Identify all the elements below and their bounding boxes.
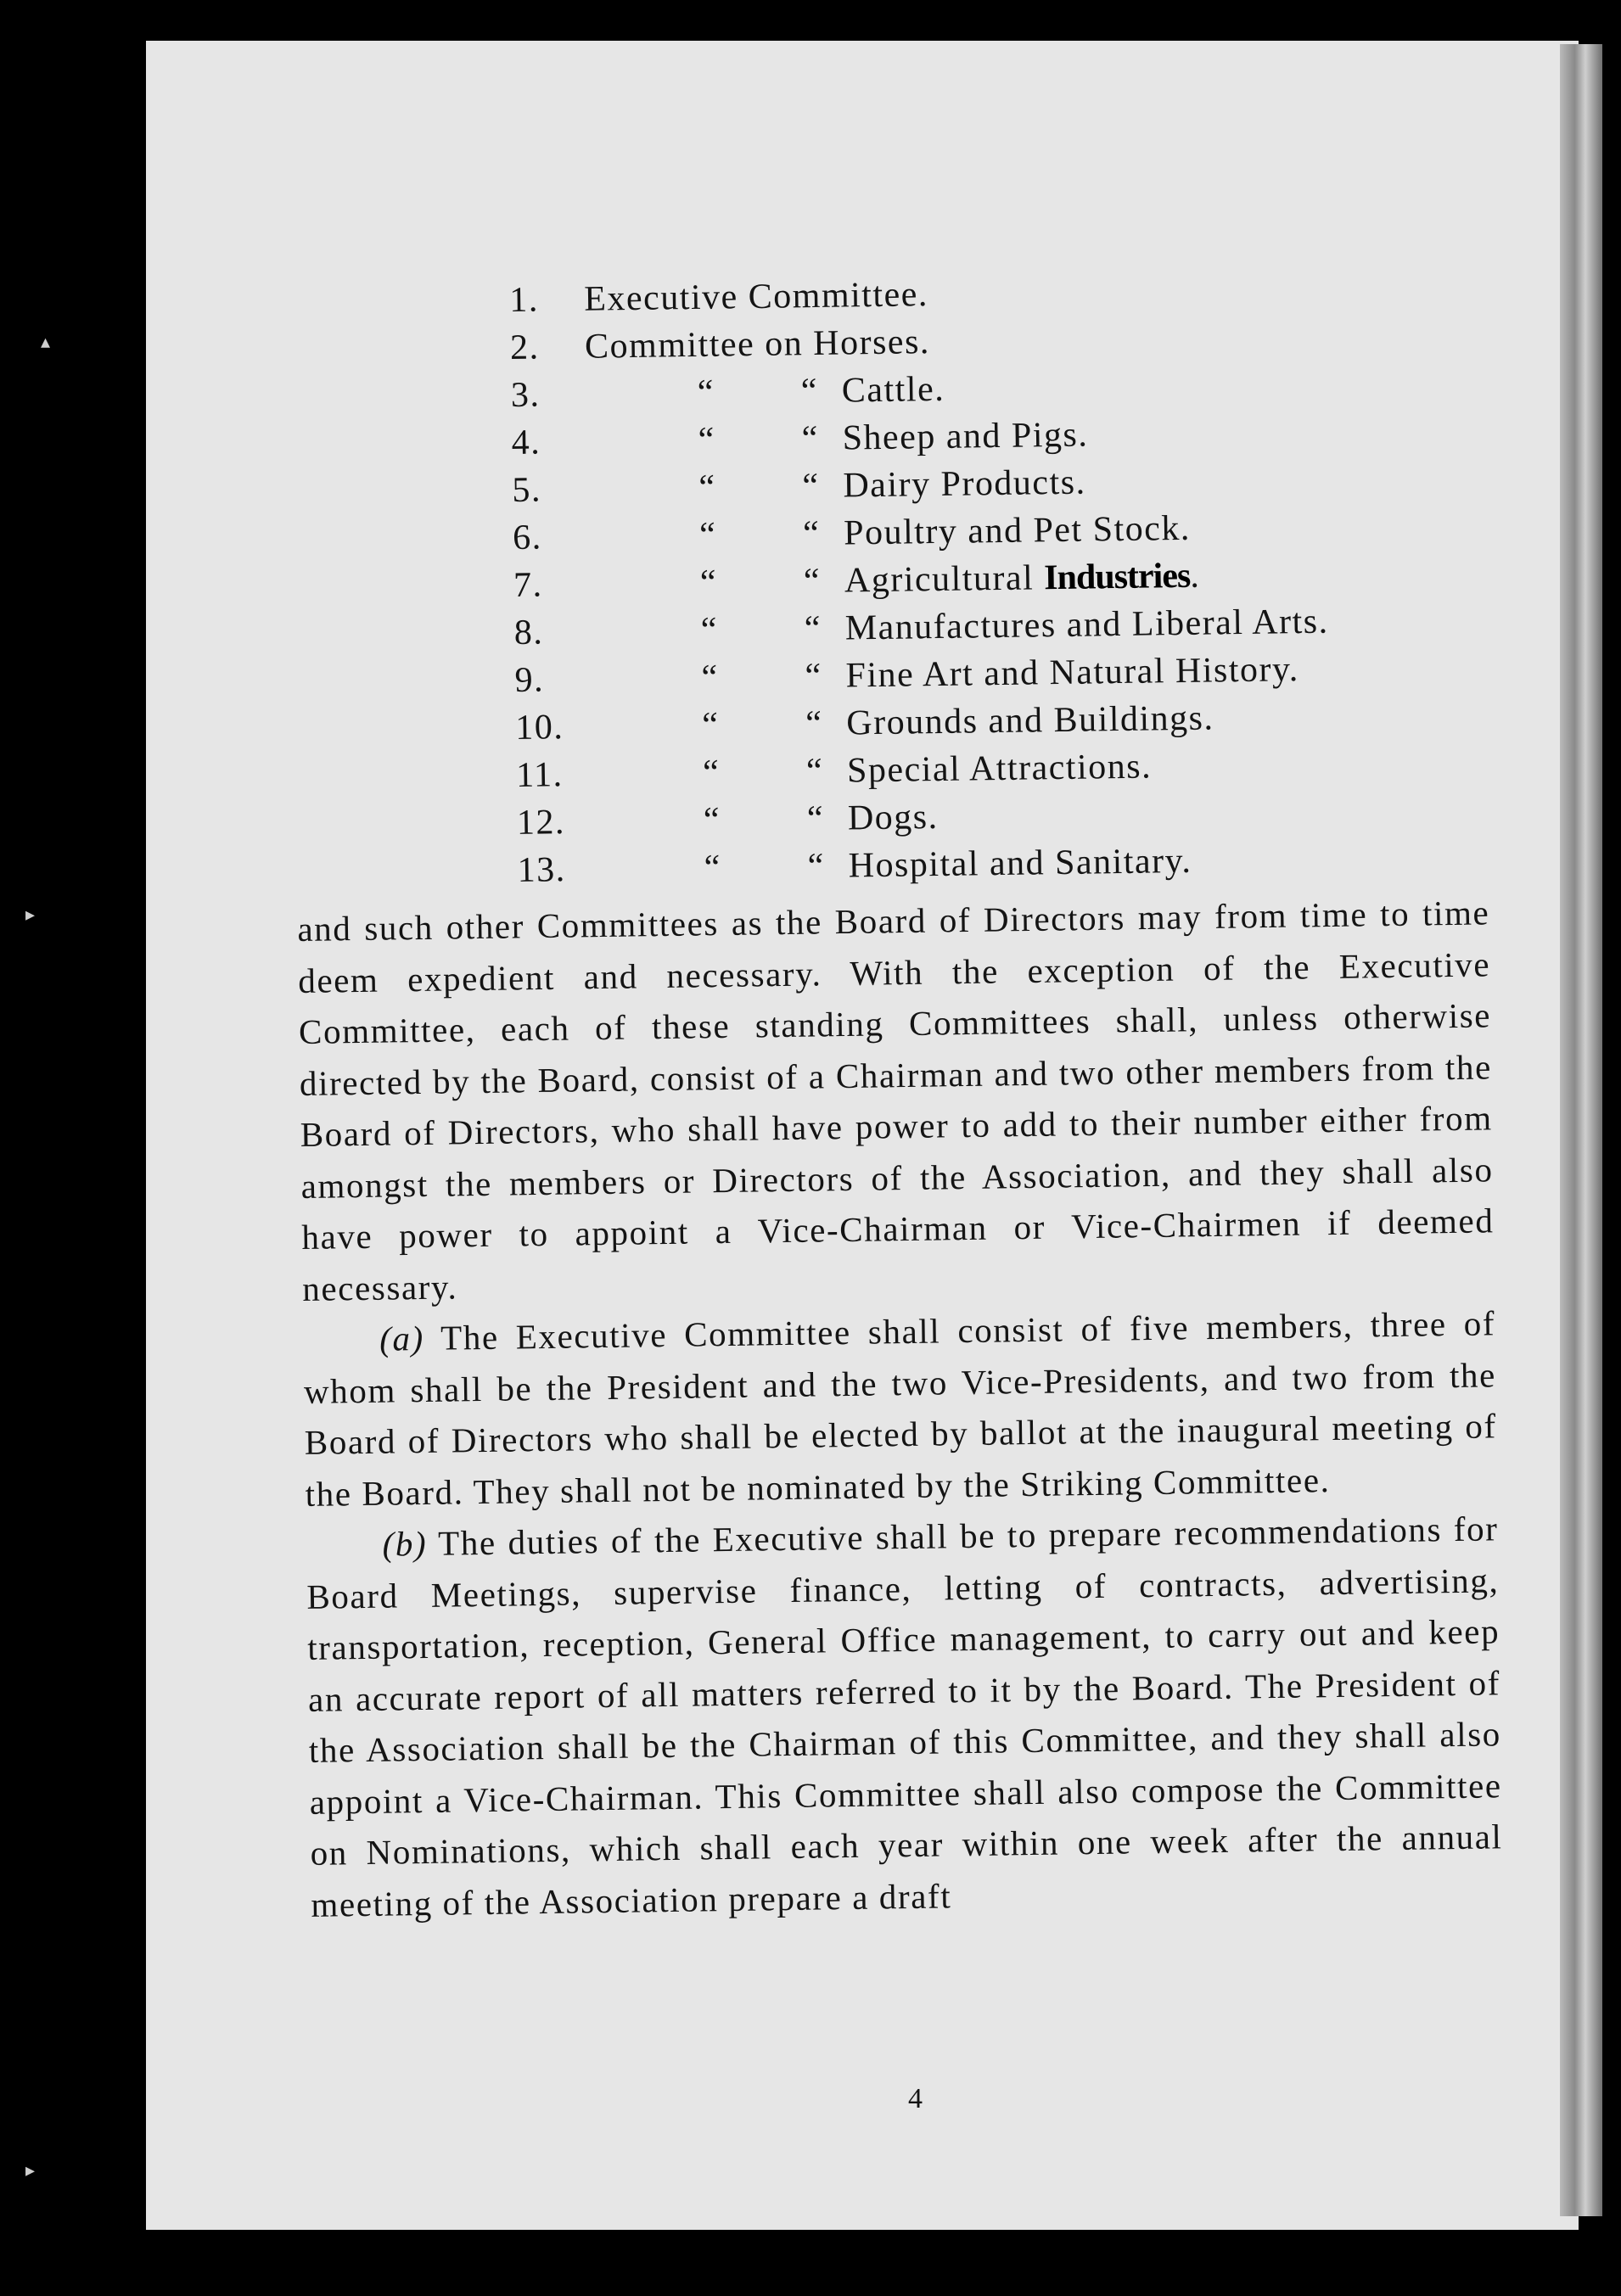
clause-label-b: (b) [382, 1523, 428, 1564]
committee-name-suffix: . [1189, 556, 1201, 596]
stamped-correction: Industries [1043, 556, 1191, 598]
committee-name [844, 556, 1201, 602]
committee-name: Special Attractions. [846, 747, 1153, 791]
ditto-mark: “ [800, 371, 819, 412]
ditto-mark: “ [804, 608, 822, 649]
ditto-mark: “ [697, 372, 715, 412]
ditto-mark: “ [805, 751, 824, 792]
ditto-mark: “ [802, 513, 821, 554]
scan-artifact: ▸ [25, 904, 36, 925]
page-number: 4 [908, 2083, 923, 2114]
committee-name: Manufactures and Liberal Arts. [844, 602, 1329, 648]
committee-number: 12. [516, 803, 566, 843]
ditto-mark: “ [802, 466, 820, 507]
clause-text-b: The duties of the Executive shall be to prepare recommendations for Board Meetings, supervise finance, letting of contracts, advertising, transportation, reception, General Office management, to carry out and keep an accurate report of all matters referred to it by the Board. The President of the Association shall be the Chairman of this Committee, and they shall also appoint a Vice-Chairman. This Committee shall also compose the Committee on Nominations, which shall each year within one week after the annual meeting of the Association prepare a draft [306, 1509, 1503, 1924]
scan-artifact: ▴ [41, 331, 51, 352]
ditto-mark: “ [699, 563, 718, 602]
committee-number: 3. [510, 375, 541, 415]
ditto-mark: “ [701, 658, 720, 697]
committee-number: 7. [513, 565, 543, 605]
clause-label-a: (a) [379, 1318, 425, 1358]
paragraph-a [303, 1297, 1498, 1520]
paragraph-b [306, 1503, 1504, 1930]
ditto-mark: “ [698, 420, 716, 460]
committee-name: Sheep and Pigs. [842, 415, 1089, 458]
committee-name: Poultry and Pet Stock. [843, 508, 1192, 553]
committee-name-prefix: Agricultural [844, 558, 1045, 601]
body-text [297, 887, 1504, 1929]
committee-name: Committee on Horses. [584, 322, 931, 367]
ditto-mark: “ [805, 656, 823, 697]
committee-number: 10. [515, 708, 564, 748]
ditto-mark: “ [807, 846, 826, 887]
committee-name: Hospital and Sanitary. [848, 841, 1192, 886]
committee-name: Fine Art and Natural History. [845, 650, 1300, 696]
ditto-mark: “ [698, 468, 716, 507]
committee-number: 4. [511, 423, 541, 462]
ditto-mark: “ [801, 418, 820, 459]
ditto-mark: “ [700, 610, 719, 650]
committee-name: Executive Committee. [584, 275, 929, 319]
committee-number: 11. [515, 755, 564, 795]
paragraph-committees: and such other Committees as the Board of Directors may from time to time deem expedient and necessary. With the exception of the Executive Committee, each of these standing Committees shall, unless otherwise directed by the Board, consist of a Chairman and two other members from the Board of Directors, who shall have power to add to their number either from amongst the members or Directors of the Association, and they shall also have power to appoint a Vice-Chairman or Vice-Chairmen if deemed necessary. [297, 893, 1495, 1308]
committee-name: Grounds and Buildings. [846, 698, 1214, 743]
ditto-mark: “ [806, 798, 825, 839]
committee-number: 1. [509, 280, 540, 320]
ditto-mark: “ [803, 561, 822, 602]
ditto-mark: “ [704, 848, 722, 888]
clause-text-a: The Executive Committee shall consist of five members, three of whom shall be the President and the two Vice-Presidents, and two from the Board of Directors who shall be elected by ballot at the inaugural meeting of the Board. They shall not be nominated by the Striking Committee. [303, 1303, 1498, 1514]
ditto-mark: “ [702, 753, 721, 792]
ditto-mark: “ [702, 705, 720, 745]
scan-artifact: ▸ [25, 2159, 36, 2181]
committee-name: Dogs. [847, 798, 939, 838]
committee-number: 8. [513, 613, 544, 652]
committee-number: 9. [514, 660, 545, 700]
committee-number: 2. [509, 328, 540, 367]
ditto-mark: “ [698, 515, 717, 555]
ditto-mark: “ [703, 800, 721, 840]
committee-number: 5. [512, 470, 542, 510]
ditto-mark: “ [805, 703, 823, 744]
page-edge-shadow [1560, 44, 1602, 2216]
committee-name: Cattle. [841, 369, 945, 411]
committee-name: Dairy Products. [843, 462, 1086, 506]
committee-number: 6. [512, 518, 543, 557]
committee-list [509, 267, 1451, 898]
committee-number: 13. [517, 850, 567, 890]
